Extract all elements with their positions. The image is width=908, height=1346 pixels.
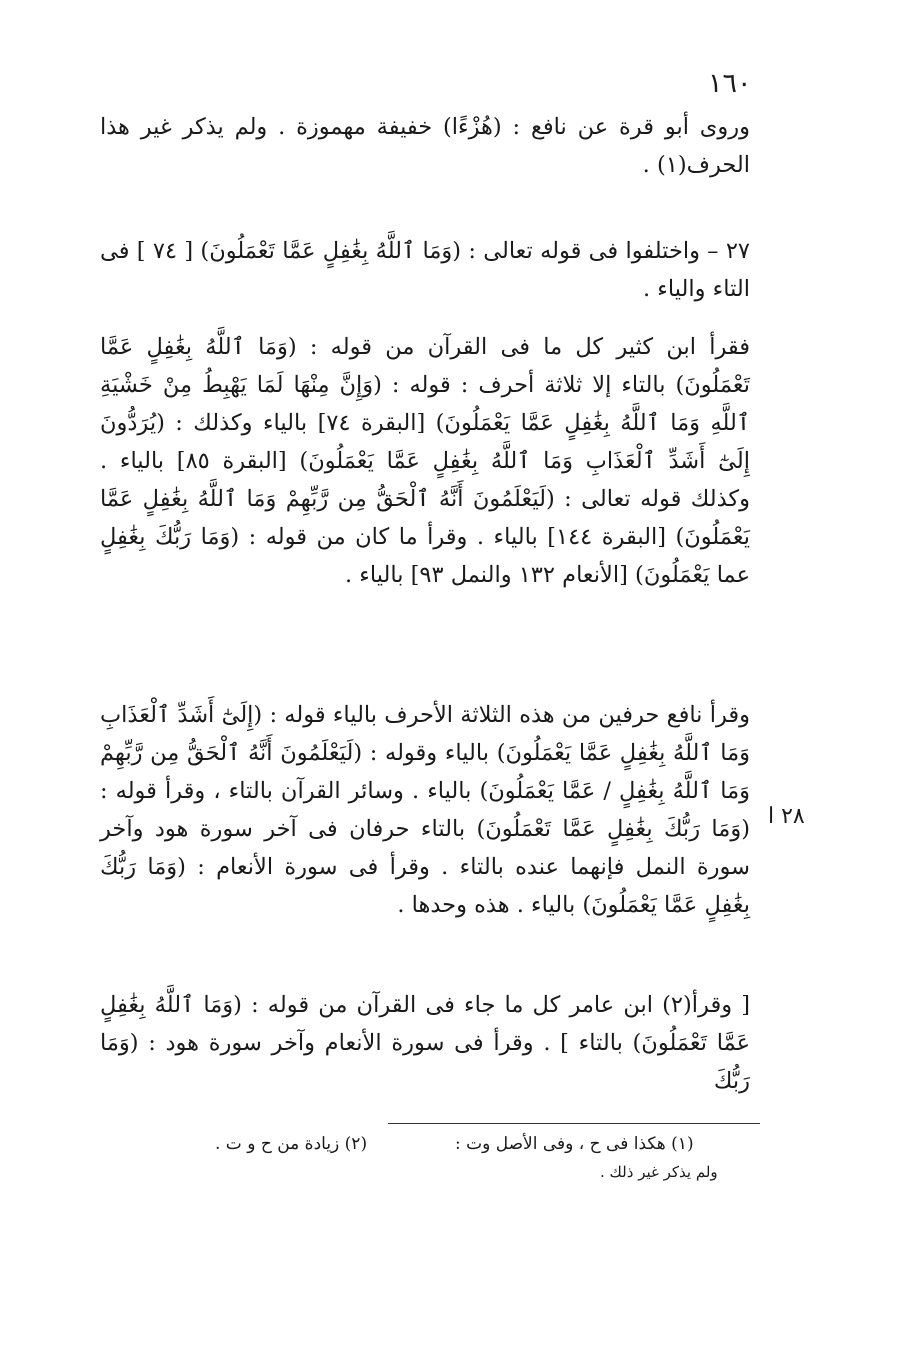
footnote-separator bbox=[388, 1123, 760, 1124]
paragraph-3: فقرأ ابن كثير كل ما فى القرآن من قوله : (وَمَا ٱللَّهُ بِغَٰفِلٍ عَمَّا تَعْمَلُونَ) بالتاء إلا ثلاثة أحرف : قوله : (وَإِنَّ مِنْهَا لَمَا يَهْبِطُ مِنْ خَشْيَةِ ٱللَّهِ وَمَا ٱللَّهُ بِغَٰفِلٍ عَمَّا يَعْمَلُونَ) [البقرة ٧٤] بالياء وكذلك : (يُرَدُّونَ إِلَىٰٓ أَشَدِّ ٱلْعَذَابِ وَمَا ٱللَّهُ بِغَٰفِلٍ عَمَّا يَعْمَلُونَ) [البقرة ٨٥] بالياء . وكذلك قوله تعالى : (لَيَعْلَمُونَ أَنَّهُ ٱلْحَقُّ مِن رَّبِّهِمْ وَمَا ٱللَّهُ بِغَٰفِلٍ عَمَّا يَعْمَلُونَ) [البقرة ١٤٤] بالياء . وقرأ ما كان من قوله : (وَمَا رَبُّكَ بِغَٰفِلٍ عما يَعْمَلُونَ) [الأنعام ١٣٢ والنمل ٩٣] بالياء . bbox=[100, 334, 751, 588]
paragraph-4: وقرأ نافع حرفين من هذه الثلاثة الأحرف بالياء قوله : (إِلَىٰٓ أَشَدِّ ٱلْعَذَابِ وَمَا ٱللَّهُ بِغَٰفِلٍ عَمَّا يَعْمَلُونَ) بالياء وقوله : (لَيَعْلَمُونَ أَنَّهُ ٱلْحَقُّ مِن رَّبِّهِمْ وَمَا ٱللَّهُ بِغَٰفِلٍ / عَمَّا يَعْمَلُونَ) بالياء . وسائر القرآن بالتاء ، وقرأ قوله : (وَمَا رَبُّكَ بِغَٰفِلٍ عَمَّا تَعْمَلُونَ) بالتاء حرفان فى آخر سورة هود وآخر سورة النمل فإنهما عنده بالتاء . وقرأ فى سورة الأنعام : (وَمَا رَبُّكَ بِغَٰفِلٍ عَمَّا يَعْمَلُونَ) بالياء . هذه وحدها . bbox=[100, 702, 750, 918]
paragraph-5: [ وقرأ(٢) ابن عامر كل ما جاء فى القرآن من قوله : (وَمَا ٱللَّهُ بِغَٰفِلٍ عَمَّا تَعْمَلُونَ) بالتاء ] . وقرأ فى سورة الأنعام وآخر سورة هود : (وَمَا رَبُّكَ bbox=[100, 992, 750, 1094]
footnote-2: (٢) زيادة من ح و ت . bbox=[215, 1134, 368, 1154]
paragraph-1: وروى أبو قرة عن نافع : (هُزْءًا) خفيفة مهموزة . ولم يذكر غير هذا الحرف(١) . bbox=[100, 114, 750, 178]
footnote-1: (١) هكذا فى ح ، وفى الأصل وت : bbox=[455, 1134, 694, 1154]
page-number: ١٦٠ bbox=[708, 68, 752, 99]
margin-folio-mark: ٢٨ ا bbox=[768, 804, 805, 829]
paragraph-2: ٢٧ – واختلفوا فى قوله تعالى : (وَمَا ٱللَّهُ بِغَٰفِلٍ عَمَّا تَعْمَلُونَ) [ ٧٤ ] فى التاء والياء . bbox=[100, 238, 751, 302]
footnote-1-continued: ولم يذكر غير ذلك . bbox=[600, 1163, 718, 1181]
